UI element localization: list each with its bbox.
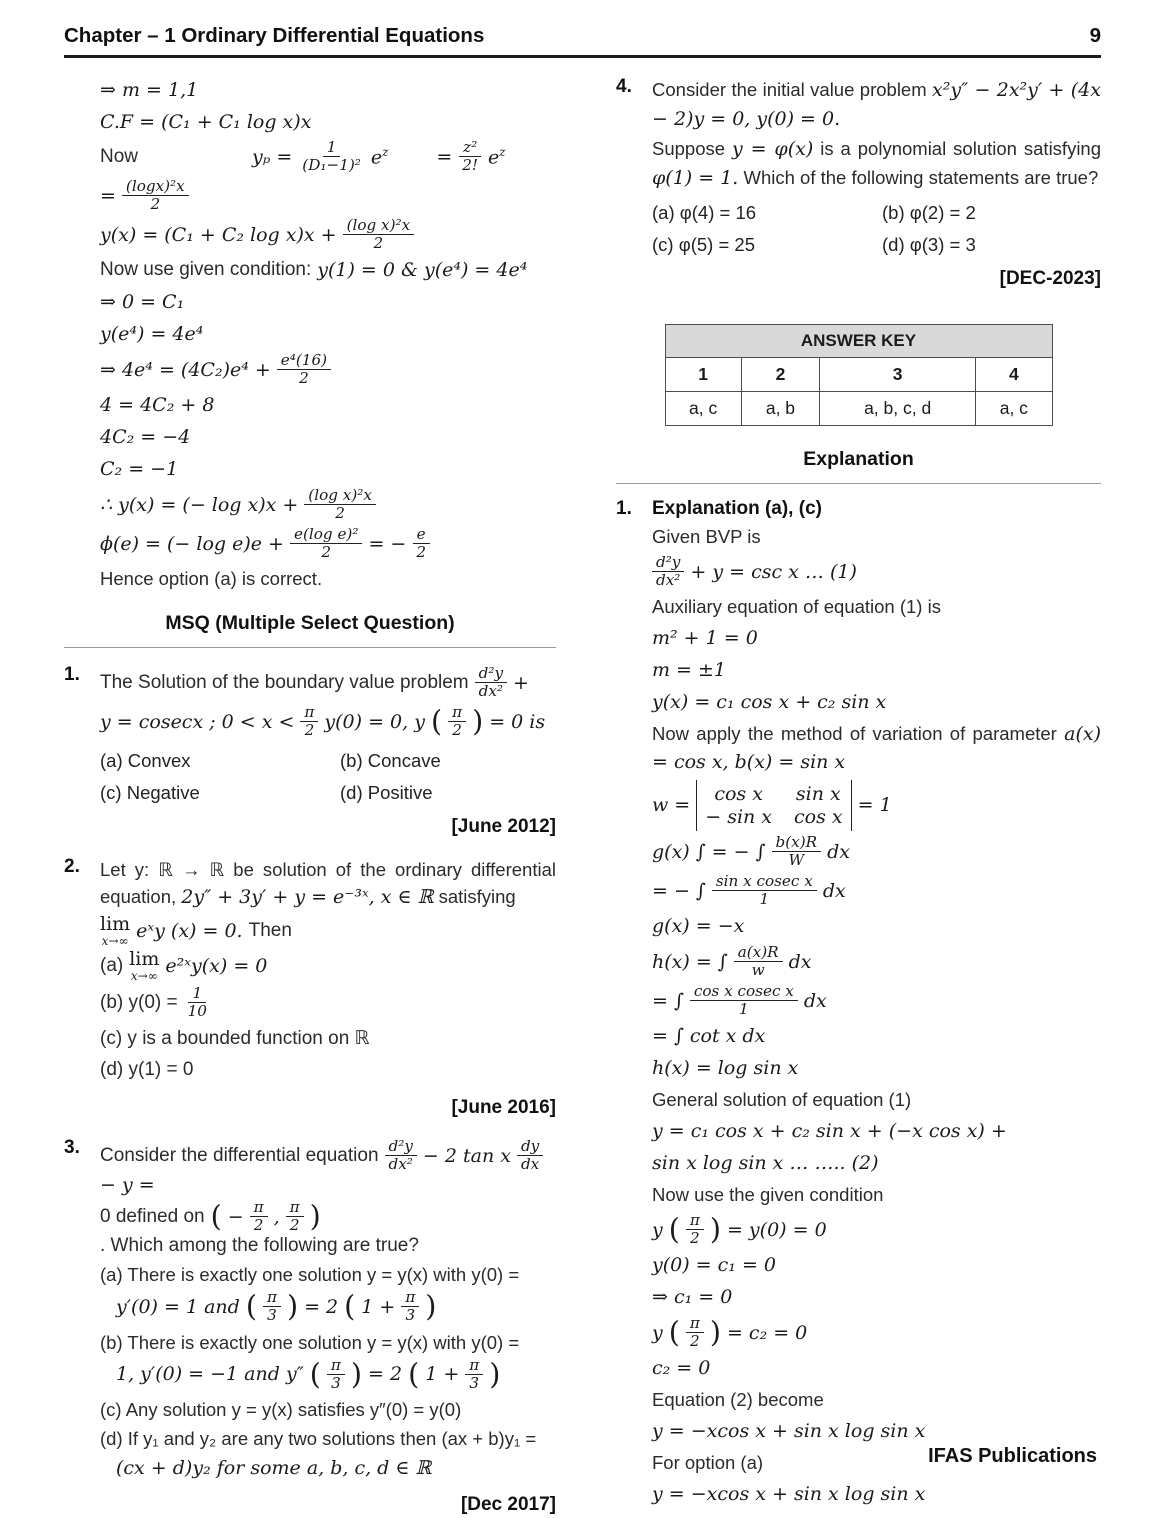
option-a <box>100 947 556 983</box>
math-text: ∴ y(x) = (− log x)x + <box>100 493 299 516</box>
explanation-line: y = −xcos x + sin x log sin x <box>652 1483 926 1506</box>
determinant-cell: sin x <box>795 782 841 805</box>
plain-text: For option (a) <box>652 1451 764 1473</box>
derivation-line <box>100 107 556 136</box>
option-c: (c) φ(5) = 25 <box>652 234 755 255</box>
explanation-line: m = ±1 <box>652 659 727 682</box>
option-a-continued <box>116 1289 556 1325</box>
fraction <box>263 1289 281 1325</box>
math-text: y <box>652 1321 663 1344</box>
plain-text: Let y: ℝ → ℝ be solution of the ordinary differential equation, <box>100 858 556 908</box>
question-1 <box>64 662 556 840</box>
explanation-line <box>652 1315 1101 1351</box>
option-b: (b) There is exactly one solution y = y(x) with y(0) = <box>100 1331 520 1353</box>
question-body <box>100 662 556 840</box>
answer-key-table <box>665 324 1053 426</box>
math-text: , <box>273 1205 280 1228</box>
explanation-line: y = c₁ cos x + c₂ sin x + (−x cos x) + <box>652 1120 1007 1143</box>
fraction-numerator: π <box>327 1357 345 1375</box>
fraction <box>652 554 684 590</box>
option-label: (b) y(0) = <box>100 991 178 1013</box>
right-paren: ) <box>472 704 484 738</box>
fraction-numerator: d²y <box>475 665 507 683</box>
math-text: h(x) = ∫ <box>652 950 728 973</box>
fraction-denominator: W <box>788 851 805 870</box>
math-text: = 2 <box>368 1363 403 1386</box>
option-b-continued <box>116 1357 556 1393</box>
fraction-denominator: 2 <box>452 721 462 740</box>
derivation-line <box>100 487 556 523</box>
fraction-denominator: 2 <box>690 1229 700 1248</box>
question-line <box>100 912 556 948</box>
math-text: 4C₂ = −4 <box>100 426 191 449</box>
question-col: 1 <box>665 358 741 392</box>
fraction-denominator: dx² <box>388 1155 413 1174</box>
math-text: g(x) ∫ = − ∫ <box>652 840 766 863</box>
fraction <box>122 178 189 214</box>
math-text: y <box>652 1218 663 1241</box>
option-c: (c) y is a bounded function on ℝ <box>100 1027 370 1049</box>
fraction <box>686 1315 704 1351</box>
determinant-cell: cos x <box>794 805 843 828</box>
fraction <box>772 834 822 870</box>
option-d-continued: (cx + d)y₂ for some a, b, c, d ∈ ℝ <box>116 1456 432 1479</box>
derivation-line <box>100 352 556 388</box>
question-line <box>100 665 556 701</box>
plain-text: General solution of equation (1) <box>652 1088 912 1110</box>
plain-text: Consider the differential equation <box>100 1144 379 1166</box>
left-column <box>64 72 556 1518</box>
fraction-denominator: 3 <box>405 1306 416 1325</box>
fraction-numerator: e⁴(16) <box>277 352 331 370</box>
math-text: y(e⁴) = 4e⁴ <box>100 323 204 346</box>
math-text: 1, y′(0) = −1 and y″ <box>116 1363 304 1386</box>
left-paren: ( <box>245 1289 257 1323</box>
math-text: 4 = 4C₂ + 8 <box>100 394 215 417</box>
explanation-line: = ∫ cot x dx <box>652 1025 766 1048</box>
limit-expression: lim x→∞ <box>129 947 160 983</box>
math-text: y(x) = (C₁ + C₂ log x)x + <box>100 223 337 246</box>
exam-tag: [June 2012] <box>451 815 556 837</box>
explanation-section-heading: Explanation <box>616 448 1101 484</box>
math-text: = 2 <box>304 1295 339 1318</box>
fraction-numerator: a(x)R <box>734 944 783 962</box>
math-text: − <box>227 1205 244 1228</box>
math-text: 1 + <box>361 1295 396 1318</box>
determinant-cell: − sin x <box>705 805 773 828</box>
fraction-denominator: 3 <box>331 1373 341 1392</box>
left-paren: ( <box>668 1315 680 1349</box>
option-b <box>100 985 556 1021</box>
option-c: (c) Any solution y = y(x) satisfies y″(0) = y(0) <box>100 1399 462 1421</box>
wronskian-determinant <box>696 780 851 831</box>
fraction <box>385 1138 417 1174</box>
options-grid <box>100 750 556 804</box>
option-b: (b) Concave <box>340 749 441 771</box>
math-text: = − ∫ <box>652 879 706 902</box>
derivation-line <box>100 320 556 349</box>
math-text: y = cosecx ; 0 < x < <box>100 710 295 733</box>
fraction <box>458 139 482 175</box>
plain-text: Suppose <box>652 138 726 159</box>
explanation-line: y = −xcos x + sin x log sin x <box>652 1420 926 1443</box>
math-text: dx <box>827 840 850 863</box>
question-body <box>100 854 556 1121</box>
option-a: (a) φ(4) = 16 <box>652 202 757 223</box>
fraction <box>517 1138 543 1174</box>
determinant-cell: cos x <box>714 782 763 805</box>
fraction-numerator: dy <box>517 1138 543 1156</box>
question-number: 4. <box>616 76 632 97</box>
plain-text: The Solution of the boundary value problem <box>100 671 469 693</box>
math-text: ⇒ 0 = C₁ <box>100 291 185 314</box>
fraction <box>475 665 507 701</box>
math-text: $e^z$ <box>370 145 389 169</box>
fraction-numerator: e(log e)² <box>290 526 362 544</box>
fraction <box>465 1357 483 1393</box>
fraction-numerator: (logx)²x <box>122 178 189 196</box>
math-text: dx <box>788 950 812 973</box>
fraction-denominator: 2 <box>253 1216 264 1235</box>
math-text: − y = <box>100 1173 155 1196</box>
question-number: 3. <box>64 1136 80 1158</box>
fraction <box>290 526 362 562</box>
question-col: 3 <box>820 358 976 392</box>
derivation-line <box>100 423 556 452</box>
question-paragraph <box>100 856 556 912</box>
math-text: w = <box>652 794 691 817</box>
math-text: − 2 tan x <box>422 1144 511 1167</box>
two-column-body <box>64 72 1101 1518</box>
math-text: C₂ = −1 <box>100 458 179 481</box>
left-paren: ( <box>430 704 443 738</box>
math-text: x²y″ − 2x²y′ + (4x − 2)y = 0, y(0) = 0. <box>652 79 1101 130</box>
chapter-title: Chapter – 1 Ordinary Differential Equations <box>64 24 485 47</box>
fraction-denominator: dx <box>520 1155 540 1174</box>
fraction-denominator: 3 <box>469 1373 480 1392</box>
option-a: (a) There is exactly one solution y = y(x) with y(0) = <box>100 1263 520 1285</box>
fraction <box>184 985 211 1021</box>
question-3 <box>64 1135 556 1518</box>
fraction-numerator: b(x)R <box>772 834 822 852</box>
fraction-denominator: 2 <box>289 1216 300 1235</box>
fraction-numerator: (log x)²x <box>343 217 415 235</box>
option-d: (d) y(1) = 0 <box>100 1059 194 1081</box>
option-label: (a) <box>100 954 124 976</box>
explanation-line <box>652 780 1101 831</box>
explanation-line: y(0) = c₁ = 0 <box>652 1254 776 1277</box>
plain-text: Which of the following statements are true? <box>743 166 1099 188</box>
fraction <box>712 873 817 909</box>
derivation-block <box>100 75 556 590</box>
plain-text: satisfying <box>438 886 516 908</box>
math-text: = 0 is <box>489 710 546 733</box>
plain-text: is a polynomial solution satisfying <box>820 138 1102 159</box>
math-text: 1 + <box>425 1363 460 1386</box>
plain-text: Equation (2) become <box>652 1388 824 1410</box>
fraction <box>277 352 331 388</box>
option-a: (a) Convex <box>100 749 191 771</box>
fraction-numerator: π <box>300 704 318 722</box>
question-paragraph <box>652 76 1101 133</box>
math-text: = − <box>368 532 407 555</box>
derivation-line <box>100 526 556 562</box>
fraction <box>300 704 318 740</box>
derivation-line <box>100 178 556 214</box>
fraction-denominator: 2 <box>373 234 384 253</box>
derivation-line <box>100 256 556 285</box>
fraction-numerator: π <box>465 1357 483 1375</box>
explanation-line: y(x) = c₁ cos x + c₂ sin x <box>652 691 887 714</box>
exam-tag: [Dec 2017] <box>460 1494 556 1516</box>
right-column <box>616 72 1101 1518</box>
math-text: dx <box>822 879 846 902</box>
explanation-line <box>652 834 1101 870</box>
fraction-numerator: d²y <box>385 1138 417 1156</box>
math-text: e²ˣy(x) = 0 <box>165 954 268 977</box>
math-text: y(0) = 0, y <box>324 710 425 733</box>
question-line <box>100 1138 556 1196</box>
question-paragraph <box>652 135 1101 192</box>
question-2 <box>64 854 556 1121</box>
fraction <box>343 217 415 253</box>
right-paren: ) <box>286 1289 299 1323</box>
math-text: a(x) = cos x, b(x) = sin x <box>652 722 1101 774</box>
math-text: ⇒ m = 1,1 <box>100 78 199 101</box>
answer-key-title: ANSWER KEY <box>665 325 1052 358</box>
right-paren: ) <box>425 1289 437 1323</box>
math-text: + y = csc x … (1) <box>690 560 857 583</box>
explanation-line: g(x) = −x <box>652 915 745 938</box>
answer-cell: a, c <box>976 392 1052 426</box>
fraction-numerator: π <box>448 704 466 722</box>
limit-expression: lim x→∞ <box>100 912 131 948</box>
question-4 <box>616 74 1101 292</box>
fraction-denominator: 2 <box>304 721 315 740</box>
derivation-line <box>100 139 556 175</box>
options-grid <box>652 202 1101 256</box>
fraction-denominator: dx² <box>656 571 681 590</box>
question-col: 2 <box>741 358 819 392</box>
fraction-denominator: dx² <box>478 682 504 701</box>
fraction-denominator: 1 <box>739 1000 749 1019</box>
math-text: 2y″ + 3y′ + y = e⁻³ˣ, x ∈ ℝ <box>181 886 434 909</box>
math-text: eˣy (x) = 0. <box>136 919 243 942</box>
fraction <box>286 1199 304 1235</box>
fraction-numerator: π <box>686 1212 704 1230</box>
explanation-paragraph <box>652 720 1101 777</box>
fraction-numerator: 1 <box>188 985 206 1003</box>
fraction-denominator: 3 <box>267 1306 277 1325</box>
option-d: (d) If y₁ and y₂ are any two solutions then (ax + b)y₁ = <box>100 1428 537 1450</box>
fraction-numerator: d²y <box>652 554 684 572</box>
question-body <box>652 74 1101 292</box>
option-d: (d) φ(3) = 3 <box>882 234 976 255</box>
explanation-line <box>652 873 1101 909</box>
math-text: φ(1) = 1. <box>652 166 739 189</box>
fraction <box>250 1199 268 1235</box>
msq-section-heading: MSQ (Multiple Select Question) <box>64 612 556 648</box>
fraction-numerator: e <box>413 526 430 544</box>
left-paren: ( <box>344 1289 356 1323</box>
fraction-denominator: 2 <box>299 369 309 388</box>
option-b: (b) φ(2) = 2 <box>882 202 976 223</box>
fraction-numerator: π <box>286 1199 304 1217</box>
math-text: = <box>100 184 116 207</box>
plain-text: Now use the given condition <box>652 1183 884 1205</box>
fraction-numerator: sin x cosec x <box>712 873 817 891</box>
fraction-denominator: 1 <box>759 890 770 909</box>
fraction <box>401 1289 419 1325</box>
explanation-line: sin x log sin x … ….. (2) <box>652 1152 879 1175</box>
left-paren: ( <box>408 1357 420 1391</box>
fraction-numerator: z² <box>459 139 481 157</box>
question-col: 4 <box>976 358 1052 392</box>
answer-key-question-numbers <box>665 358 1052 392</box>
math-text: $e^z$ <box>488 145 506 169</box>
derivation-line <box>100 288 556 317</box>
question-number: 2. <box>64 855 80 877</box>
right-paren: ) <box>709 1212 721 1246</box>
plain-text: Given BVP is <box>652 526 761 547</box>
fraction-denominator: 2 <box>416 543 427 562</box>
math-text: + <box>513 671 529 694</box>
fraction-denominator: 2 <box>335 504 345 523</box>
fraction-denominator: 2 <box>690 1332 700 1351</box>
explanation-line <box>652 944 1101 980</box>
fraction-denominator: w <box>751 961 765 980</box>
left-paren: ( <box>309 1357 321 1391</box>
derivation-line <box>100 75 556 104</box>
math-text: y′(0) = 1 and <box>116 1295 240 1318</box>
fraction-denominator: 10 <box>187 1002 207 1021</box>
exam-tag: [June 2016] <box>451 1096 556 1118</box>
answer-cell: a, b <box>741 392 819 426</box>
plain-text: . Which among the following are true? <box>100 1234 419 1256</box>
publisher-name: IFAS Publications <box>928 1445 1097 1467</box>
fraction <box>412 526 430 562</box>
right-paren: ) <box>489 1357 501 1391</box>
question-number: 1. <box>64 663 80 685</box>
math-text: = 1 <box>857 794 892 817</box>
plain-text: Auxiliary equation of equation (1) is <box>652 595 941 617</box>
answer-key-title-row <box>665 325 1052 358</box>
math-text: C.F = (C₁ + C₁ log x)x <box>100 110 312 133</box>
math-text: dx <box>803 989 827 1012</box>
derivation-line <box>100 217 556 253</box>
conclusion-text: Hence option (a) is correct. <box>100 567 323 589</box>
fraction-denominator: 2! <box>462 156 479 175</box>
explanation-line: m² + 1 = 0 <box>652 627 758 650</box>
right-paren: ) <box>709 1315 721 1349</box>
explanation-number: 1. <box>616 498 632 519</box>
explanation-line: c₂ = 0 <box>652 1357 711 1380</box>
page-header <box>64 24 1101 58</box>
right-paren: ) <box>350 1357 363 1391</box>
explanation-line: ⇒ c₁ = 0 <box>652 1286 733 1309</box>
right-paren: ) <box>309 1199 321 1233</box>
explanation-line <box>652 1212 1101 1248</box>
explanation-body <box>652 496 1101 1512</box>
math-text: ⇒ 4e⁴ = (4C₂)e⁴ + <box>100 358 271 381</box>
fraction-denominator: 2 <box>321 543 332 562</box>
math-text: Now <box>100 145 139 167</box>
math-text: = c₂ = 0 <box>726 1321 808 1344</box>
fraction <box>734 944 783 980</box>
question-line <box>100 704 556 740</box>
explanation-line <box>652 554 1101 590</box>
exam-tag: [DEC-2023] <box>999 268 1101 289</box>
fraction-numerator: cos x cosec x <box>690 983 798 1001</box>
left-paren: ( <box>668 1212 680 1246</box>
fraction <box>690 983 798 1019</box>
question-line <box>100 1199 556 1257</box>
plain-text: Now use given condition: <box>100 259 312 281</box>
answer-cell: a, c <box>665 392 741 426</box>
plain-text: 0 defined on <box>100 1205 205 1227</box>
explanation-1 <box>616 496 1101 1512</box>
derivation-line <box>100 391 556 420</box>
fraction <box>327 1357 345 1393</box>
math-text: yₚ = <box>252 145 293 168</box>
derivation-line <box>100 455 556 484</box>
fraction-denominator: 2 <box>150 195 161 214</box>
left-paren: ( <box>210 1199 222 1233</box>
math-text: = y(0) = 0 <box>726 1218 827 1241</box>
answer-key-answers <box>665 392 1052 426</box>
math-text: ϕ(e) = (− log e)e + <box>100 532 284 555</box>
fraction <box>298 139 365 175</box>
math-text: = <box>436 145 453 168</box>
fraction-numerator: π <box>401 1289 419 1307</box>
explanation-title: Explanation (a), (c) <box>652 498 822 519</box>
option-d: (d) Positive <box>340 781 433 803</box>
math-text: y = φ(x) <box>732 138 814 160</box>
fraction-numerator: π <box>686 1315 704 1333</box>
fraction-numerator: (log x)²x <box>304 487 376 505</box>
explanation-line <box>652 983 1101 1019</box>
option-c: (c) Negative <box>100 781 200 803</box>
page-number: 9 <box>1089 24 1101 47</box>
plain-text: Now apply the method of variation of parameter <box>652 722 1057 744</box>
answer-cell: a, b, c, d <box>820 392 976 426</box>
math-text: = ∫ <box>652 989 684 1012</box>
fraction-numerator: π <box>250 1199 268 1217</box>
question-body <box>100 1135 556 1518</box>
fraction-denominator: (D₁−1)² <box>302 156 361 175</box>
plain-text: Consider the initial value problem <box>652 79 927 100</box>
explanation-line: h(x) = log sin x <box>652 1057 799 1080</box>
fraction-numerator: 1 <box>323 139 341 157</box>
fraction <box>686 1212 704 1248</box>
fraction-numerator: π <box>263 1289 281 1307</box>
plain-text: Then <box>248 919 292 941</box>
fraction <box>448 704 466 740</box>
fraction <box>304 487 376 523</box>
math-text: y(1) = 0 & y(e⁴) = 4e⁴ <box>317 259 528 282</box>
